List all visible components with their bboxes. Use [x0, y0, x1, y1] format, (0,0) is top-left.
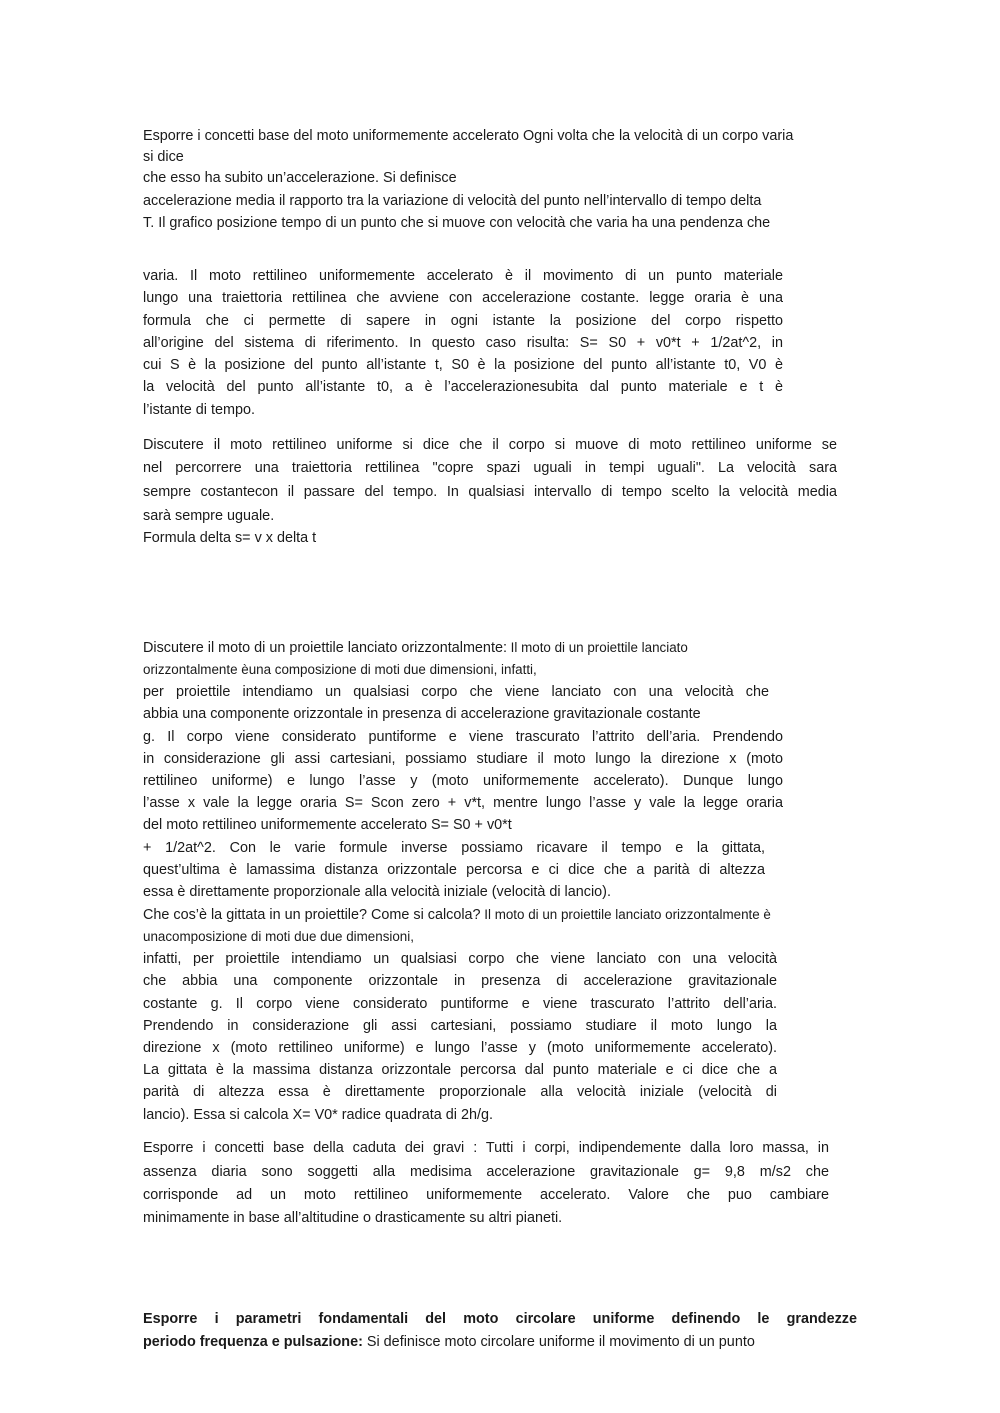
- text-line: La gittata è la massima distanza orizzontale percorsa dal punto materiale e ci dice che a: [143, 1062, 777, 1078]
- text-line: T. Il grafico posizione tempo di un punto che si muove con velocità che varia ha una pendenza che: [143, 215, 771, 231]
- text-line: Esporre i concetti base della caduta dei gravi : Tutti i corpi, indipendemente dalla loro massa, in: [143, 1140, 829, 1156]
- section-heading: Esporre i parametri fondamentali del moto circolare uniforme definendo le grandezze: [143, 1311, 857, 1327]
- text-line: sempre costantecon il passare del tempo. In qualsiasi intervallo di tempo scelto la velocità media: [143, 484, 837, 500]
- text-line: [143, 1331, 755, 1353]
- text-line: assenza diaria sono soggetti alla medisima accelerazione gravitazionale g= 9,8 m/s2 che: [143, 1164, 829, 1180]
- text-line: direzione x (moto rettilineo uniforme) e lungo l’asse y (moto uniformemente accelerato).: [143, 1040, 777, 1056]
- text-line: Formula delta s= v x delta t: [143, 530, 317, 546]
- text-line: lancio). Essa si calcola X= V0* radice quadrata di 2h/g.: [143, 1107, 493, 1123]
- text-line: sarà sempre uguale.: [143, 508, 275, 524]
- section-heading: periodo frequenza e pulsazione:: [143, 1334, 363, 1350]
- text-line: lungo una traiettoria rettilinea che avviene con accelerazione costante. legge oraria è una: [143, 290, 783, 306]
- text-line: l’asse x vale la legge oraria S= Scon zero + v*t, mentre lungo l’asse y vale la legge oraria: [143, 795, 783, 811]
- text-line: quest’ultima è lamassima distanza orizzontale percorsa e ci dice che a parità di altezza: [143, 862, 765, 878]
- answer-text: Si definisce moto circolare uniforme il movimento di un punto: [362, 1334, 755, 1350]
- text-line: Discutere il moto rettilineo uniforme si dice che il corpo si muove di moto rettilineo uniforme se: [143, 437, 837, 453]
- text-line: la velocità del punto all’istante t0, a è l’accelerazionesubita dal punto materiale e t è: [143, 379, 783, 395]
- text-line: cui S è la posizione del punto all’istante t, S0 è la posizione del punto all’istante t0, V0 è: [143, 357, 783, 373]
- text-line: varia. Il moto rettilineo uniformemente accelerato è il movimento di un punto materiale: [143, 268, 783, 284]
- text-line: per proiettile intendiamo un qualsiasi corpo che viene lanciato con una velocità che: [143, 684, 769, 700]
- text-line: all’origine del sistema di riferimento. In questo caso risulta: S= S0 + v0*t + 1/2at^2, in: [143, 335, 783, 351]
- text-line: che esso ha subito un’accelerazione. Si definisce: [143, 170, 457, 186]
- text-line: nel percorrere una traiettoria rettilinea "copre spazi uguali in tempi uguali". La velocità sara: [143, 460, 837, 476]
- text-line: abbia una componente orizzontale in presenza di accelerazione gravitazionale costante: [143, 706, 701, 722]
- text-line: Esporre i concetti base del moto uniformemente accelerato Ogni volta che la velocità di un corpo varia: [143, 128, 794, 144]
- text-line: che abbia una componente orizzontale in presenza di accelerazione gravitazionale: [143, 973, 777, 989]
- text-line: unacomposizione di moti due due dimensioni,: [143, 929, 414, 944]
- text-line: Prendendo in considerazione gli assi cartesiani, possiamo studiare il moto lungo la: [143, 1018, 777, 1034]
- text-line: parità di altezza essa è direttamente proporzionale alla velocità iniziale (velocità di: [143, 1084, 777, 1100]
- text-line: si dice: [143, 149, 184, 165]
- text-line: in considerazione gli assi cartesiani, possiamo studiare il moto lungo la direzione x (moto: [143, 751, 783, 767]
- question-text: Discutere il moto di un proiettile lanciato orizzontalmente:: [143, 640, 507, 656]
- text-line: infatti, per proiettile intendiamo un qualsiasi corpo che viene lanciato con una velocità: [143, 951, 777, 967]
- answer-text: Il moto di un proiettile lanciato orizzontalmente è: [480, 907, 771, 922]
- text-line: orizzontalmente èuna composizione di moti due dimensioni, infatti,: [143, 662, 537, 677]
- question-text: Che cos’è la gittata in un proiettile? Come si calcola?: [143, 907, 481, 923]
- text-line: g. Il corpo viene considerato puntiforme e viene trascurato l’attrito dell’aria. Prendendo: [143, 729, 783, 745]
- text-line: [143, 637, 688, 659]
- text-line: costante g. Il corpo viene considerato puntiforme e viene trascurato l’attrito dell’aria.: [143, 996, 777, 1012]
- text-line: + 1/2at^2. Con le varie formule inverse possiamo ricavare il tempo e la gittata,: [143, 840, 765, 856]
- text-line: accelerazione media il rapporto tra la variazione di velocità del punto nell’intervallo di tempo delta: [143, 193, 762, 209]
- answer-text: Il moto di un proiettile lanciato: [506, 640, 688, 655]
- text-line: formula che ci permette di sapere in ogni istante la posizione del corpo rispetto: [143, 313, 783, 329]
- text-line: minimamente in base all’altitudine o drasticamente su altri pianeti.: [143, 1210, 563, 1226]
- text-line: l’istante di tempo.: [143, 402, 255, 418]
- text-line: [143, 904, 771, 926]
- text-line: corrisponde ad un moto rettilineo uniformemente accelerato. Valore che puo cambiare: [143, 1187, 829, 1203]
- text-line: rettilineo uniforme) e lungo l’asse y (moto uniformemente accelerato). Dunque lungo: [143, 773, 783, 789]
- text-line: del moto rettilineo uniformemente accelerato S= S0 + v0*t: [143, 817, 512, 833]
- text-line: essa è direttamente proporzionale alla velocità iniziale (velocità di lancio).: [143, 884, 611, 900]
